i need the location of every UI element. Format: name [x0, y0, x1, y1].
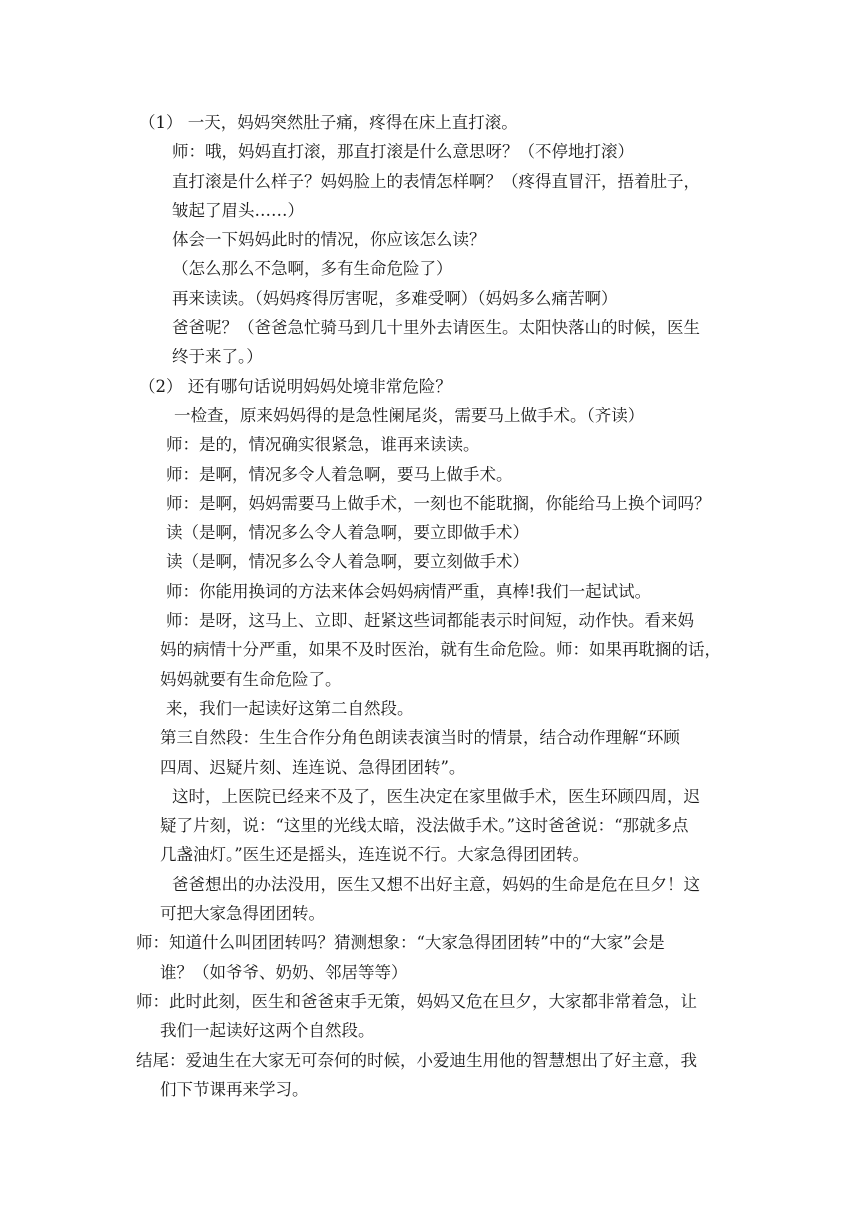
- text-line: 师：是啊，情况多令人着急啊，要马上做手术。: [166, 464, 513, 484]
- text-line: 师：此时此刻，医生和爸爸束手无策，妈妈又危在旦夕，大家都非常着急，让: [136, 991, 697, 1011]
- text-line: 读（是啊，情况多么令人着急啊，要立即做手术）: [166, 523, 529, 543]
- text-line: 结尾：爱迪生在大家无可奈何的时候，小爱迪生用他的智慧想出了好主意，我: [136, 1050, 697, 1070]
- text-line: 谁？（如爷爷、奶奶、邻居等等）: [160, 962, 408, 982]
- text-line: 一检查，原来妈妈得的是急性阑尾炎，需要马上做手术。（齐读）: [174, 405, 645, 425]
- text-line: 读（是啊，情况多么令人着急啊，要立刻做手术）: [166, 552, 529, 572]
- text-line: 终于来了。）: [172, 347, 263, 367]
- text-line: 妈的病情十分严重，如果不及时医治，就有生命危险。师：如果再耽搁的话，: [160, 640, 721, 660]
- text-line: 妈妈就要有生命危险了。: [160, 669, 342, 689]
- text-line: 疑了片刻，说：“这里的光线太暗，没法做手术。”这时爸爸说：“那就多点: [160, 816, 689, 836]
- document-page: [136, 108, 728, 1104]
- text-line: 爸爸呢？（爸爸急忙骑马到几十里外去请医生。太阳快落山的时候，医生: [172, 318, 700, 338]
- text-line: （怎么那么不急啊，多有生命危险了）: [172, 259, 453, 279]
- text-line: 师：哦，妈妈直打滚，那直打滚是什么意思呀？（不停地打滚）: [172, 142, 634, 162]
- text-line: 可把大家急得团团转。: [160, 904, 325, 924]
- text-line: 第三自然段：生生合作分角色朗读表演当时的情景，结合动作理解“环顾: [160, 728, 680, 748]
- text-line: 师：是啊，妈妈需要马上做手术，一刻也不能耽搁，你能给马上换个词吗？: [166, 493, 711, 513]
- text-line: 们下节课再来学习。: [160, 1079, 309, 1099]
- text-line: （2） 还有哪句话说明妈妈处境非常危险？: [139, 376, 452, 396]
- text-line: 我们一起读好这两个自然段。: [160, 1021, 375, 1041]
- text-line: 几盏油灯。”医生还是摇头，连连说不行。大家急得团团转。: [160, 845, 590, 865]
- text-line: 体会一下妈妈此时的情况，你应该怎么读？: [172, 230, 486, 250]
- text-line: 来，我们一起读好这第二自然段。: [166, 698, 414, 718]
- text-line: 师：你能用换词的方法来体会妈妈病情严重，真棒!我们一起试试。: [166, 581, 652, 601]
- text-line: 四周、迟疑片刻、连连说、急得团团转”。: [160, 757, 466, 777]
- text-line: 师：是呀，这马上、立即、赶紧这些词都能表示时间短，动作快。看来妈: [166, 611, 694, 631]
- text-line: 再来读读。（妈妈疼得厉害呢，多难受啊）（妈妈多么痛苦啊）: [172, 288, 618, 308]
- text-line: 师：知道什么叫团团转吗？猜测想象：“大家急得团团转”中的“大家”会是: [136, 933, 665, 953]
- text-line: 这时，上医院已经来不及了，医生决定在家里做手术，医生环顾四周，迟: [172, 786, 700, 806]
- text-line: 爸爸想出的办法没用，医生又想不出好主意，妈妈的生命是危在旦夕！这: [172, 874, 700, 894]
- text-line: 皱起了眉头……）: [172, 200, 304, 220]
- text-line: 师：是的，情况确实很紧急，谁再来读读。: [166, 435, 480, 455]
- text-line: （1） 一天，妈妈突然肚子痛，疼得在床上直打滚。: [139, 113, 518, 132]
- text-line: 直打滚是什么样子？妈妈脸上的表情怎样啊？（疼得直冒汗，捂着肚子，: [172, 171, 700, 191]
